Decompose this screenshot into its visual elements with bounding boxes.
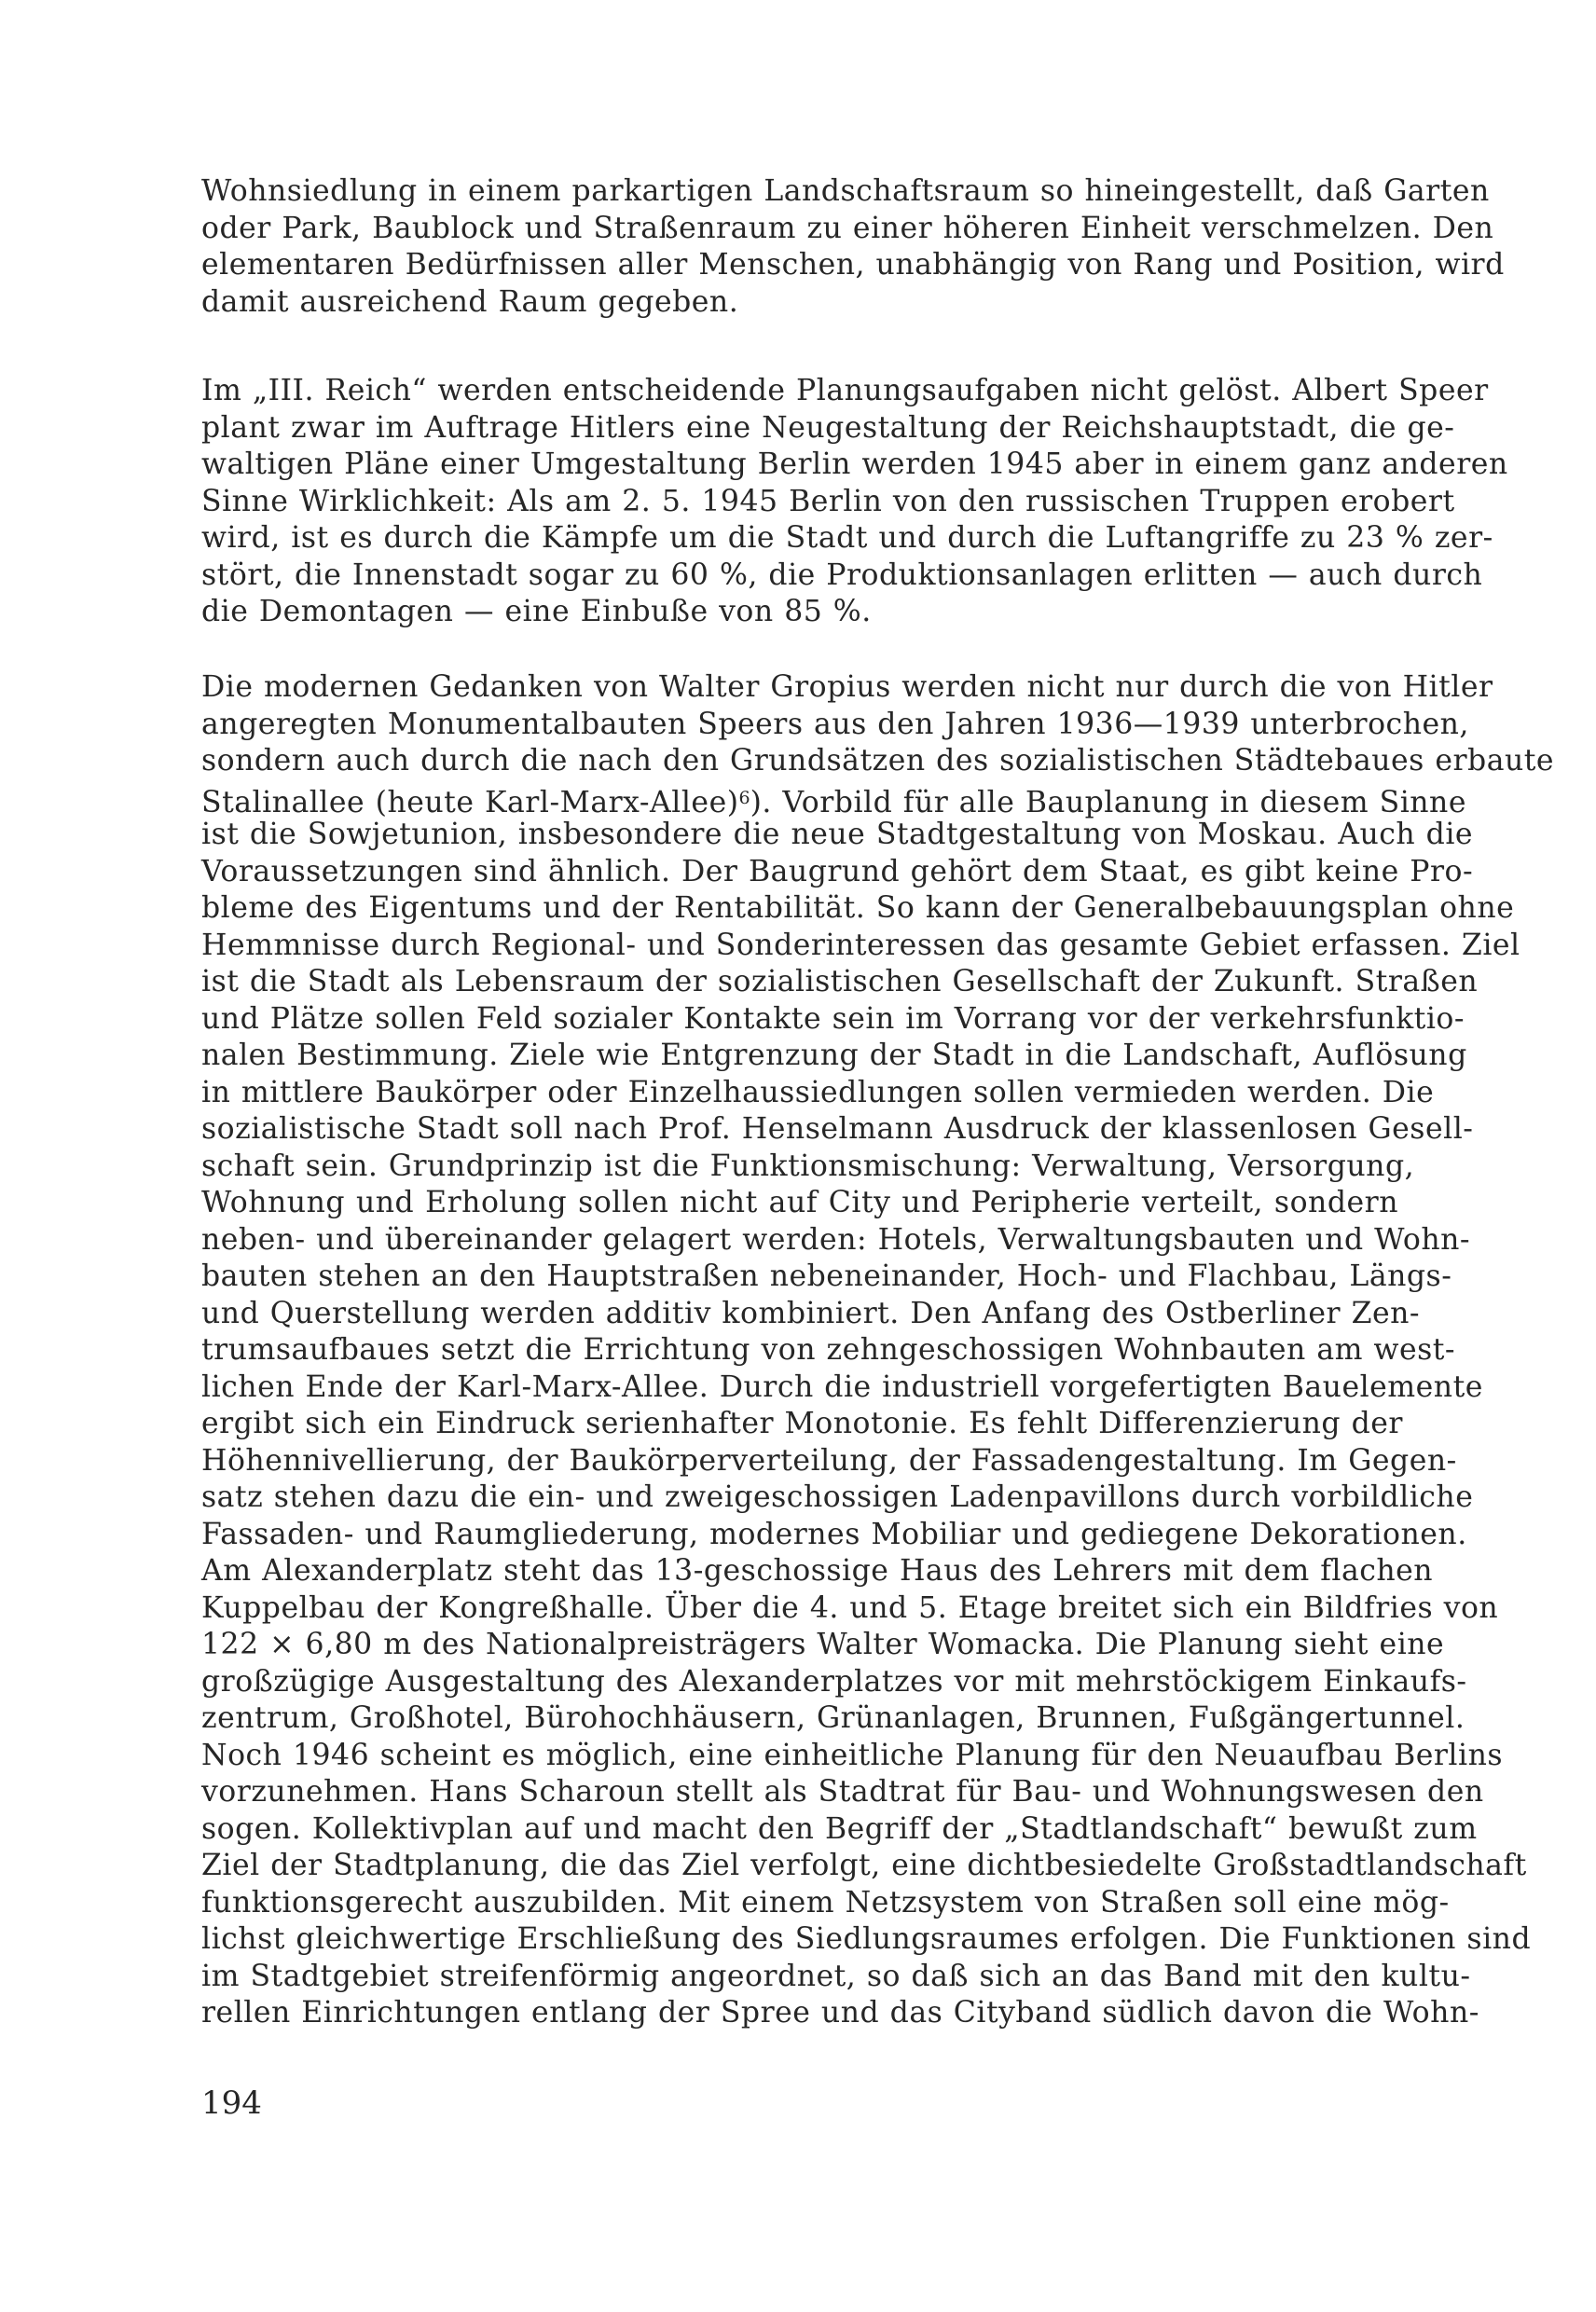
- text-line: satz stehen dazu die ein- und zweigeschossigen Ladenpavillons durch vorbildliche: [201, 1480, 1474, 1514]
- text-line: Wohnung und Erholung sollen nicht auf City und Peripherie verteilt, sondern: [201, 1186, 1398, 1219]
- text-line: Wohnsiedlung in einem parkartigen Landschaftsraum so hineingestellt, daß Garten: [201, 174, 1490, 208]
- text-line: großzügige Ausgestaltung des Alexanderplatzes vor mit mehrstöckigem Einkaufs-: [201, 1664, 1467, 1699]
- text-line-segment: ). Vorbild für alle Bauplanung in diesem Sinne: [750, 785, 1466, 819]
- text-line: stört, die Innenstadt sogar zu 60 %, die Produktionsanlagen erlitten — auch durch: [201, 557, 1483, 592]
- text-line: Höhennivellierung, der Baukörperverteilung, der Fassadengestaltung. Im Gegen-: [201, 1443, 1457, 1478]
- text-line: bauten stehen an den Hauptstraßen nebeneinander, Hoch- und Flachbau, Längs-: [201, 1259, 1452, 1293]
- text-line: Im „III. Reich“ werden entscheidende Planungsaufgaben nicht gelöst. Albert Speer: [201, 374, 1489, 407]
- text-line: plant zwar im Auftrage Hitlers eine Neugestaltung der Reichshauptstadt, die ge-: [201, 410, 1455, 445]
- text-line: und Querstellung werden additiv kombiniert. Den Anfang des Ostberliner Zen-: [201, 1296, 1421, 1330]
- text-line: neben- und übereinander gelagert werden: Hotels, Verwaltungsbauten und Wohn-: [201, 1222, 1471, 1257]
- text-line: waltigen Pläne einer Umgestaltung Berlin werden 1945 aber in einem ganz anderen: [201, 447, 1508, 481]
- text-line: elementaren Bedürfnissen aller Menschen, unabhängig von Rang und Position, wird: [201, 248, 1505, 282]
- text-line: angeregten Monumentalbauten Speers aus den Jahren 1936—1939 unterbrochen,: [201, 707, 1469, 741]
- text-line: in mittlere Baukörper oder Einzelhaussiedlungen sollen vermieden werden. Die: [201, 1075, 1435, 1109]
- text-line: funktionsgerecht auszubilden. Mit einem Netzsystem von Straßen soll eine mög-: [201, 1885, 1450, 1920]
- text-line: ergibt sich ein Eindruck serienhafter Monotonie. Es fehlt Differenzierung der: [201, 1407, 1403, 1440]
- text-line: sozialistische Stadt soll nach Prof. Henselmann Ausdruck der klassenlosen Gesell-: [201, 1112, 1474, 1146]
- text-line: vorzunehmen. Hans Scharoun stellt als Stadtrat für Bau- und Wohnungswesen den: [201, 1775, 1484, 1809]
- footnote-reference: 6: [738, 787, 750, 808]
- text-line-segment: Stalinallee (heute Karl-Marx-Allee): [201, 785, 739, 819]
- text-line: Hemmnisse durch Regional- und Sonderinteressen das gesamte Gebiet erfassen. Ziel: [201, 928, 1520, 962]
- text-line: die Demontagen — eine Einbuße von 85 %.: [201, 595, 872, 628]
- paragraph-2: [201, 373, 1508, 631]
- paragraph-1: [201, 173, 1505, 321]
- text-line: Ziel der Stadtplanung, die das Ziel verfolgt, eine dichtbesiedelte Großstadtlandschaft: [201, 1849, 1527, 1882]
- text-line: und Plätze sollen Feld sozialer Kontakte sein im Vorrang vor der verkehrsfunktio-: [201, 1001, 1465, 1036]
- text-line: rellen Einrichtungen entlang der Spree und das Cityband südlich davon die Wohn-: [201, 1996, 1479, 2030]
- text-line: Am Alexanderplatz steht das 13-geschossige Haus des Lehrers mit dem flachen: [201, 1554, 1434, 1588]
- text-line: lichen Ende der Karl-Marx-Allee. Durch die industriell vorgefertigten Bauelemente: [201, 1369, 1483, 1404]
- text-line: Voraussetzungen sind ähnlich. Der Baugrund gehört dem Staat, es gibt keine Pro-: [201, 854, 1474, 888]
- text-line: oder Park, Baublock und Straßenraum zu einer höheren Einheit verschmelzen. Den: [201, 211, 1494, 245]
- text-line: lichst gleichwertige Erschließung des Siedlungsraumes erfolgen. Die Funktionen sind: [201, 1922, 1532, 1956]
- text-line: sogen. Kollektivplan auf und macht den Begriff der „Stadtlandschaft“ bewußt zum: [201, 1811, 1478, 1846]
- text-line: 122 × 6,80 m des Nationalpreisträgers Walter Womacka. Die Planung sieht eine: [201, 1628, 1445, 1661]
- text-line: Die modernen Gedanken von Walter Gropius werden nicht nur durch die von Hitler: [201, 670, 1493, 704]
- paragraph-3: [201, 669, 1555, 2032]
- text-line: schaft sein. Grundprinzip ist die Funktionsmischung: Verwaltung, Versorgung,: [201, 1149, 1415, 1183]
- text-line: ist die Sowjetunion, insbesondere die neue Stadtgestaltung von Moskau. Auch die: [201, 818, 1474, 851]
- text-line: wird, ist es durch die Kämpfe um die Stadt und durch die Luftangriffe zu 23 % zer-: [201, 521, 1493, 555]
- page-number: 194: [201, 2085, 262, 2122]
- text-line: Sinne Wirklichkeit: Als am 2. 5. 1945 Berlin von den russischen Truppen erobert: [201, 484, 1455, 518]
- text-line: Fassaden- und Raumgliederung, modernes Mobiliar und gediegene Dekorationen.: [201, 1517, 1467, 1551]
- text-line: Kuppelbau der Kongreßhalle. Über die 4. und 5. Etage breitet sich ein Bildfries von: [201, 1590, 1499, 1625]
- text-line: trumsaufbaues setzt die Errichtung von zehngeschossigen Wohnbauten am west-: [201, 1333, 1456, 1367]
- text-line: damit ausreichend Raum gegeben.: [201, 284, 739, 319]
- text-line: nalen Bestimmung. Ziele wie Entgrenzung der Stadt in die Landschaft, Auflösung: [201, 1039, 1467, 1072]
- text-line: im Stadtgebiet streifenförmig angeordnet, so daß sich an das Band mit den kultu-: [201, 1959, 1471, 1993]
- text-line: zentrum, Großhotel, Bürohochhäusern, Grünanlagen, Brunnen, Fußgängertunnel.: [201, 1701, 1465, 1735]
- text-line: [201, 780, 1466, 819]
- text-line: bleme des Eigentums und der Rentabilität. So kann der Generalbebauungsplan ohne: [201, 891, 1515, 925]
- text-line: sondern auch durch die nach den Grundsätzen des sozialistischen Städtebaues erbaute: [201, 744, 1555, 778]
- text-line: ist die Stadt als Lebensraum der sozialistischen Gesellschaft der Zukunft. Straßen: [201, 965, 1479, 998]
- text-line: Noch 1946 scheint es möglich, eine einheitliche Planung für den Neuaufbau Berlins: [201, 1738, 1504, 1772]
